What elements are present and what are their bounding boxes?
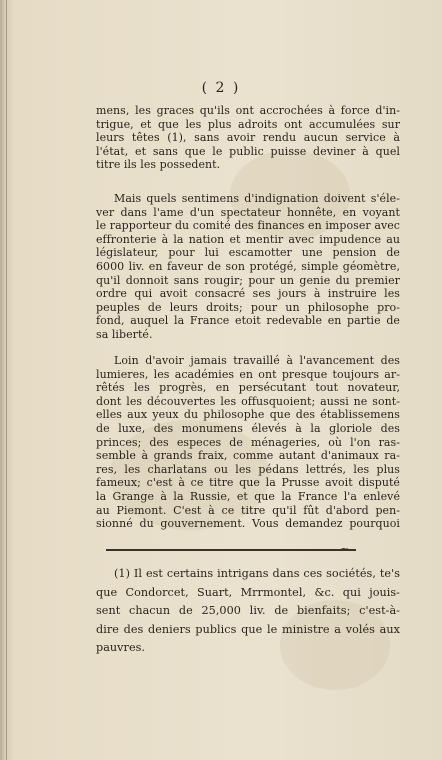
text-line: fameux; c'est à ce titre que la Prusse avoit disputé xyxy=(96,476,400,490)
text-line: ver dans l'ame d'un spectateur honnête, en voyant xyxy=(96,205,400,219)
footnote-line: sent chacun de 25,000 liv. de bienfaits; c'est-à- xyxy=(96,604,400,618)
text-line: sionné du gouvernement. Vous demandez pourquoi xyxy=(96,517,400,531)
text-line: princes; des especes de ménageries, où l'on ras- xyxy=(96,435,400,449)
footnote-line: pauvres. xyxy=(96,641,146,655)
footnote xyxy=(96,565,400,658)
text-line: peuples de leurs droits; pour un philosophe pro- xyxy=(96,300,400,314)
text-line: res, les charlatans ou les pédans lettrés, les plus xyxy=(96,462,400,476)
page-number: ( 2 ) xyxy=(201,80,241,96)
binding-gutter xyxy=(6,0,7,760)
rule-flourish: ~ xyxy=(340,542,350,555)
text-line: Loin d'avoir jamais travaillé à l'avancement des xyxy=(114,354,400,367)
footnote-line: (1) Il est certains intrigans dans ces sociétés, te's xyxy=(114,567,400,580)
text-line: leurs têtes (1), sans avoir rendu aucun service à xyxy=(96,131,400,145)
text-line: sa liberté. xyxy=(96,327,153,341)
text-line: trigue, et que les plus adroits ont accumulées sur xyxy=(96,117,400,131)
text-line: au Piemont. C'est à ce titre qu'il fût d'abord pen- xyxy=(96,503,400,517)
text-line: dont les découvertes les offusquoient; aussi ne sont- xyxy=(96,394,400,408)
text-line: le rapporteur du comité des finances en imposer avec xyxy=(96,219,400,233)
paragraph-3 xyxy=(96,354,400,531)
text-line: Mais quels sentimens d'indignation doivent s'éle- xyxy=(114,192,400,205)
footnote-separator-rule xyxy=(106,549,356,551)
text-line: rêtés les progrès, en persécutant tout novateur, xyxy=(96,381,400,395)
footnote-line: dire des deniers publics que le ministre a volés aux xyxy=(96,622,400,636)
text-line: la Grange à la Russie, et que la France l'a enlevé xyxy=(96,489,400,503)
text-line: qu'il donnoit sans rougir; pour un genie du premier xyxy=(96,273,400,287)
paragraph-1 xyxy=(96,104,400,172)
footnote-line: que Condorcet, Suart, Mrrmontel, &c. qui jouis- xyxy=(96,585,400,599)
text-line: 6000 liv. en faveur de son protégé, simple géomètre, xyxy=(96,259,400,273)
text-line: lumieres, les académies en ont presque toujours ar- xyxy=(96,367,400,381)
text-line: semble à grands fraix, comme autant d'animaux ra- xyxy=(96,449,400,463)
text-line: l'état, et sans que le public puisse deviner à quel xyxy=(96,144,400,158)
text-line: effronterie à la nation et mentir avec impudence au xyxy=(96,232,400,246)
text-line: titre ils les possedent. xyxy=(96,158,221,172)
text-line: fond, auquel la France etoit redevable en partie de xyxy=(96,314,400,328)
text-line: ordre qui avoit consacré ses jours à instruire les xyxy=(96,287,400,301)
paragraph-2 xyxy=(96,192,400,342)
text-line: mens, les graces qu'ils ont accrochées à force d'in- xyxy=(96,104,400,117)
text-line: de luxe, des monumens élevés à la gloriole des xyxy=(96,421,400,435)
text-line: législateur, pour lui escamotter une pension de xyxy=(96,246,400,260)
text-line: elles aux yeux du philosophe que des établissemens xyxy=(96,408,400,422)
